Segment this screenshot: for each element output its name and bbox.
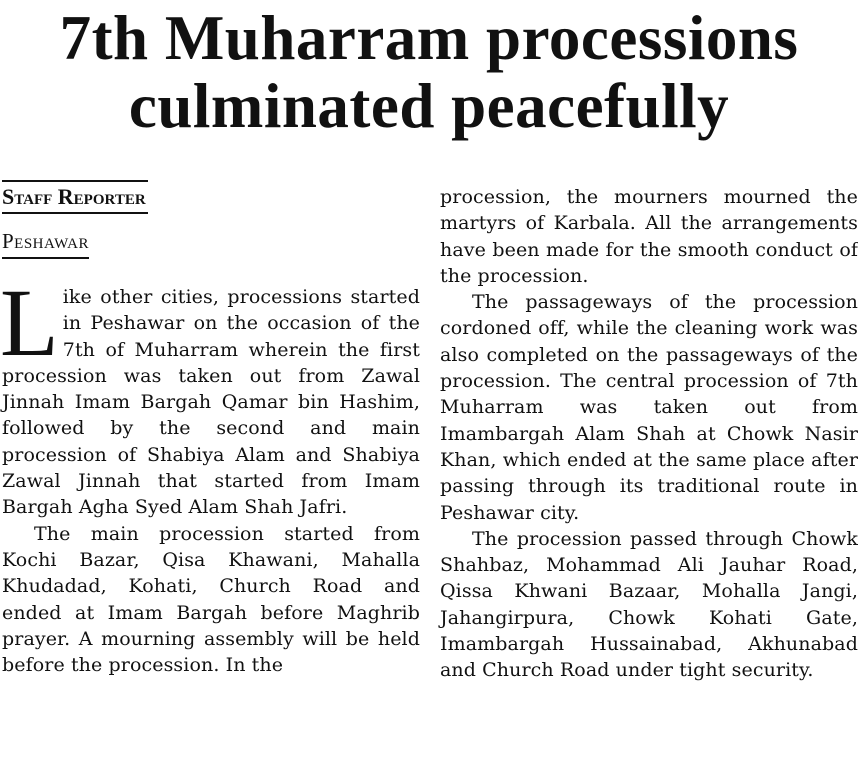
dateline: Peshawar: [2, 228, 89, 259]
article-column-right: [440, 184, 858, 684]
paragraph-4: The procession passed through Chowk Shahbaz, Mohammad Ali Jauhar Road, Qissa Khwani Bazaar, Mohalla Jangi, Jahangirpura, Chowk Kohati Gate, Imambargah Hussainabad, Akhunabad and Church Road under tight security.: [440, 527, 858, 682]
article-column-left: [2, 182, 420, 678]
paragraph-3: The passageways of the procession cordoned off, while the cleaning work was also completed on the passageways of the procession. The central procession of 7th Muharram was taken out from Imambargah Alam Shah at Chowk Nasir Khan, which ended at the same place after passing through its traditional route in Peshawar city.: [440, 291, 858, 524]
byline: Staff Reporter: [2, 180, 148, 214]
paragraph-1-text: ike other cities, processions started in Peshawar on the occasion of the 7th of Muharram wherein the first procession was taken out from Zawal Jinnah Imam Bargah Qamar bin Hashim, followed by the second and main procession of Shabiya Alam and Shabiya Zawal Jinnah that started from Imam Bargah Agha Syed Alam Shah Jafri.: [2, 286, 420, 519]
paragraph-2: The main procession started from Kochi Bazar, Qisa Khawani, Mahalla Khudadad, Kohati, Church Road and ended at Imam Bargah before Maghrib prayer. A mourning assembly will be held before the procession. In the: [2, 522, 420, 677]
drop-cap: L: [0, 269, 59, 376]
paragraph-1: [0, 269, 420, 521]
paragraph-2-continued: procession, the mourners mourned the martyrs of Karbala. All the arrangements have been made for the smooth conduct of the procession.: [440, 186, 858, 287]
article-headline: 7th Muharram processions culminated peacefully: [59, 3, 799, 141]
